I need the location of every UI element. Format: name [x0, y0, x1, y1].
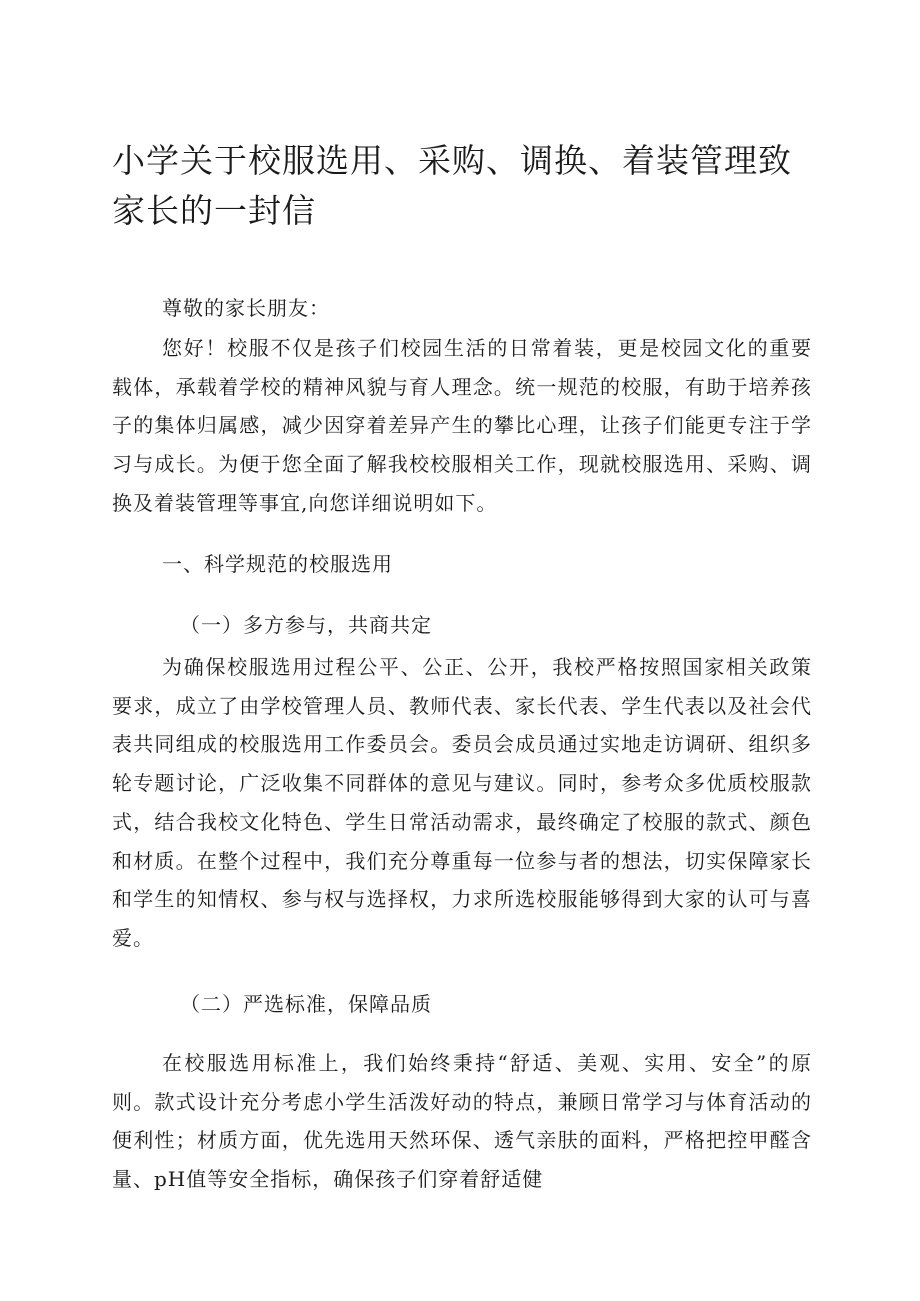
- salutation: 尊敬的家长朋友：: [162, 296, 330, 320]
- subsection-heading-2: （二）严选标准，保障品质: [180, 992, 432, 1016]
- intro-paragraph: 您好！校服不仅是孩子们校园生活的日常着装，更是校园文化的重要载体，承载着学校的精神风貌与育人理念。统一规范的校服，有助于培养孩子的集体归属感，减少因穿着差异产生的攀比心理，让孩子们能更专注于学习与成长。为便于您全面了解我校校服相关工作，现就校服选用、采购、调换及着装管理等事宜,向您详细说明如下。: [112, 336, 812, 515]
- document-title: 小学关于校服选用、采购、调换、着装管理致家长的一封信: [112, 141, 792, 230]
- subsection-body-1: 为确保校服选用过程公平、公正、公开，我校严格按照国家相关政策要求，成立了由学校管理人员、教师代表、家长代表、学生代表以及社会代表共同组成的校服选用工作委员会。委员会成员通过实地走访调研、组织多轮专题讨论，广泛收集不同群体的意见与建议。同时，参考众多优质校服款式，结合我校文化特色、学生日常活动需求，最终确定了校服的款式、颜色和材质。在整个过程中，我们充分尊重每一位参与者的想法，切实保障家长和学生的知情权、参与权与选择权，力求所选校服能够得到大家的认可与喜爱。: [112, 655, 812, 950]
- subsection-body-2: 在校服选用标准上，我们始终秉持“舒适、美观、实用、安全”的原则。款式设计充分考虑小学生活泼好动的特点，兼顾日常学习与体育活动的便利性；材质方面，优先选用天然环保、透气亲肤的面料，严格把控甲醛含量、pH值等安全指标，确保孩子们穿着舒适健: [112, 1051, 812, 1192]
- section-heading-1: 一、科学规范的校服选用: [162, 552, 393, 576]
- subsection-heading-1: （一）多方参与，共商共定: [180, 613, 432, 637]
